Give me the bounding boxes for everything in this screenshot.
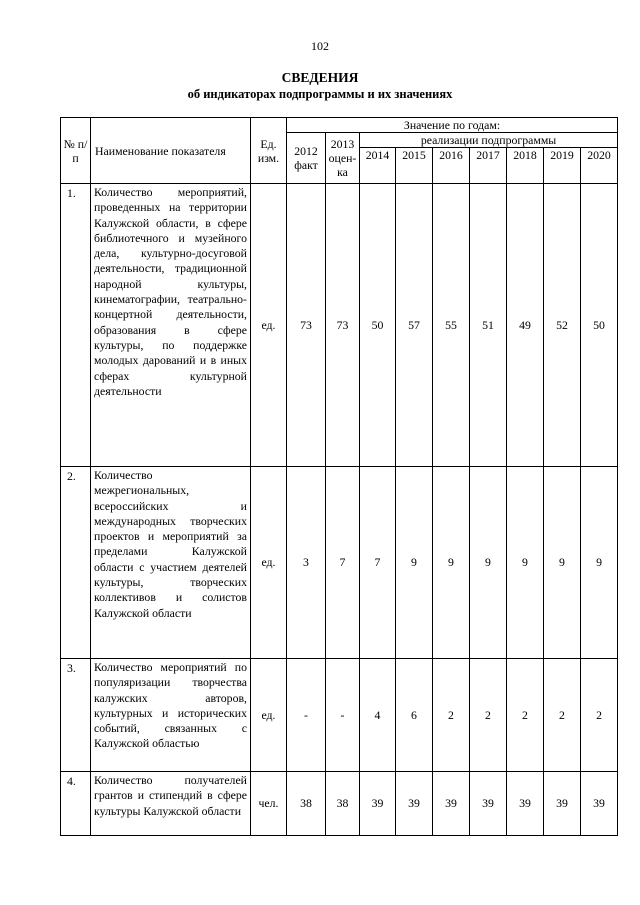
row-value: 39: [581, 772, 618, 836]
row-value: 57: [396, 184, 433, 467]
row-value: 9: [396, 467, 433, 659]
row-value: 6: [396, 659, 433, 772]
header-implementation: реализации подпрограммы: [360, 133, 618, 148]
header-year-2012-label: 2012: [294, 144, 318, 158]
row-value-2012: 38: [287, 772, 326, 836]
row-num: 2.: [61, 467, 91, 659]
page-number: 102: [311, 39, 329, 53]
header-year: 2017: [470, 148, 507, 184]
row-value: 39: [396, 772, 433, 836]
row-indicator-name: Количество межрегиональных, всероссийских и международных творческих проектов и мероприятий за пределами Калужской области с участием деятелей культуры, творческих коллективов и солистов Калужской области: [91, 467, 251, 659]
row-value-2013: 38: [326, 772, 360, 836]
row-value: 39: [544, 772, 581, 836]
row-value: 2: [507, 659, 544, 772]
row-value: 4: [360, 659, 396, 772]
row-unit: ед.: [251, 467, 287, 659]
header-year-2012-sub: факт: [294, 158, 318, 172]
header-year-2012: [287, 133, 326, 184]
row-unit: ед.: [251, 659, 287, 772]
row-value-2013: 7: [326, 467, 360, 659]
row-value: 9: [433, 467, 470, 659]
row-value: 9: [544, 467, 581, 659]
row-value: 2: [544, 659, 581, 772]
row-value: 2: [470, 659, 507, 772]
row-value: 51: [470, 184, 507, 467]
header-year: 2018: [507, 148, 544, 184]
row-value: 7: [360, 467, 396, 659]
header-year: 2019: [544, 148, 581, 184]
row-value-2012: 73: [287, 184, 326, 467]
row-indicator-name: Количество мероприятий, проведенных на территории Калужской области, в сфере библиотечного и музейного дела, культурно-досуговой деятельности, традиционной народной культуры, кинематографии, театрально-концертной деятельности, образования в сфере культуры, по поддержке молодых дарований и в иных сферах культурной деятельности: [91, 184, 251, 467]
document-subtitle: об индикаторах подпрограммы и их значениях: [187, 87, 453, 101]
document-title: СВЕДЕНИЯ: [281, 70, 359, 85]
row-value: 50: [360, 184, 396, 467]
row-unit: чел.: [251, 772, 287, 836]
row-value: 9: [470, 467, 507, 659]
row-value: 49: [507, 184, 544, 467]
row-value: 9: [581, 467, 618, 659]
header-year-2013: [326, 133, 360, 184]
table-row: [61, 772, 618, 836]
row-value: 39: [507, 772, 544, 836]
table-row: [61, 659, 618, 772]
header-num: № п/п: [61, 118, 91, 184]
header-year-2013-sub: оцен-ка: [328, 151, 357, 179]
header-year: 2014: [360, 148, 396, 184]
row-value-2013: 73: [326, 184, 360, 467]
row-indicator-name: Количество мероприятий по популяризации творчества калужских авторов, культурных и исторических событий, связанных с Калужской областью: [91, 659, 251, 772]
header-name: Наименование показателя: [91, 118, 251, 184]
row-value-2013: -: [326, 659, 360, 772]
header-year: 2020: [581, 148, 618, 184]
row-value: 39: [360, 772, 396, 836]
header-year: 2016: [433, 148, 470, 184]
row-value: 39: [470, 772, 507, 836]
row-value: 50: [581, 184, 618, 467]
header-year: 2015: [396, 148, 433, 184]
row-value: 39: [433, 772, 470, 836]
row-num: 3.: [61, 659, 91, 772]
row-unit: ед.: [251, 184, 287, 467]
row-value: 55: [433, 184, 470, 467]
row-indicator-name: Количество получателей грантов и стипендий в сфере культуры Калужской области: [91, 772, 251, 836]
row-num: 4.: [61, 772, 91, 836]
row-value: 52: [544, 184, 581, 467]
header-values-by-year: Значение по годам:: [287, 118, 618, 133]
table-row: [61, 467, 618, 659]
header-year-2013-label: 2013: [330, 137, 355, 151]
row-num: 1.: [61, 184, 91, 467]
row-value-2012: -: [287, 659, 326, 772]
row-value-2012: 3: [287, 467, 326, 659]
row-value: 9: [507, 467, 544, 659]
row-value: 2: [433, 659, 470, 772]
row-value: 2: [581, 659, 618, 772]
indicators-table: [60, 117, 618, 836]
header-unit: Ед. изм.: [251, 118, 287, 184]
table-row: [61, 184, 618, 467]
